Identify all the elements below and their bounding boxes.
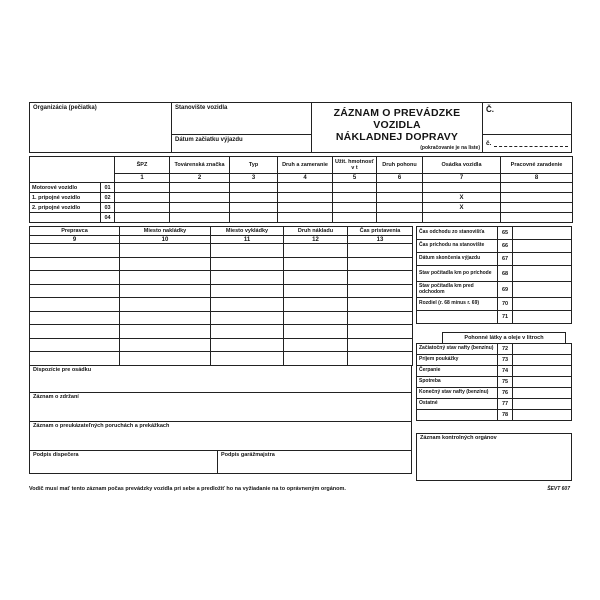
trip-row — [417, 266, 572, 282]
trip-row-value — [513, 311, 572, 324]
vehicle-row-trailer1 — [30, 193, 573, 203]
fuel-row-num: 76 — [498, 388, 513, 399]
fuel-row-label: Ostatné — [417, 399, 498, 410]
fuel-table — [416, 343, 572, 421]
col-num: 10 — [120, 236, 211, 244]
cargo-row — [30, 244, 413, 258]
col-num: 12 — [284, 236, 348, 244]
col-header-assignment: Pracovné zaradenie — [501, 157, 573, 174]
fuel-row-num: 72 — [498, 344, 513, 355]
breakdown-record-label: Záznam o preukázateľných poruchách a prekážkach — [33, 422, 170, 429]
fuel-row — [417, 344, 572, 355]
trip-row-value — [513, 240, 572, 253]
vehicle-station-label: Stanovište vozidla — [172, 103, 311, 135]
fuel-row-label: Príjem poukážky — [417, 355, 498, 366]
trip-row-num: 70 — [498, 298, 513, 311]
trip-summary-table — [416, 226, 572, 324]
fuel-row-num: 75 — [498, 377, 513, 388]
col-header-spz: ŠPZ — [115, 157, 170, 174]
dispositions-label: Dispozície pre osádku — [33, 366, 92, 373]
trip-row-value — [513, 282, 572, 298]
garage-master-signature-cell — [217, 450, 412, 474]
cargo-row — [30, 257, 413, 271]
col-header-loading-place: Miesto nakládky — [120, 227, 211, 236]
fuel-row — [417, 399, 572, 410]
fuel-row — [417, 388, 572, 399]
row-label: 2. prípojné vozidlo — [30, 203, 101, 213]
col-num: 3 — [230, 174, 278, 183]
breakdown-record-section — [29, 421, 412, 451]
trip-row-num: 68 — [498, 266, 513, 282]
col-header-fuel-type: Druh pohonu — [377, 157, 423, 174]
row-label: 1. prípojné vozidlo — [30, 193, 101, 203]
cargo-row — [30, 271, 413, 285]
fuel-row — [417, 355, 572, 366]
organization-label: Organizácia (pečiatka) — [33, 105, 97, 111]
col-num: 13 — [348, 236, 413, 244]
trip-start-date-label: Dátum začiatku výjazdu — [175, 137, 243, 143]
fuel-row-label: Konečný stav nafty (benzínu) — [417, 388, 498, 399]
trip-row-label: Rozdiel (r. 68 mínus r. 69) — [417, 298, 498, 311]
vehicle-table-corner — [30, 157, 115, 183]
cargo-row — [30, 352, 413, 366]
crew-cell-x: X — [423, 193, 501, 203]
cargo-row — [30, 284, 413, 298]
vehicle-row-trailer2 — [30, 203, 573, 213]
trip-row — [417, 298, 572, 311]
vehicle-row-motor — [30, 183, 573, 193]
trip-row-label — [417, 311, 498, 324]
col-num: 9 — [30, 236, 120, 244]
control-authorities-label: Záznam kontrolných orgánov — [420, 435, 497, 441]
form-number-label: Č. — [483, 103, 571, 135]
trip-row-value — [513, 298, 572, 311]
form-footer — [29, 486, 572, 492]
control-authorities-section — [416, 433, 572, 481]
cargo-table — [29, 226, 413, 366]
col-header-crew: Osádka vozidla — [423, 157, 501, 174]
form-title-box — [311, 102, 483, 153]
row-num: 02 — [101, 193, 115, 203]
trip-row-num: 65 — [498, 227, 513, 240]
fuel-row-value — [513, 399, 572, 410]
fuel-panel-title: Pohonné látky a oleje v litroch — [442, 332, 566, 344]
delay-record-section — [29, 392, 412, 422]
trip-row-label: Stav počítadla km po príchode — [417, 266, 498, 282]
col-num: 5 — [333, 174, 377, 183]
fuel-row-label: Čerpanie — [417, 366, 498, 377]
fuel-row-num: 78 — [498, 410, 513, 421]
col-num: 2 — [170, 174, 230, 183]
driver-note: Vodič musí mať tento záznam počas prevádzky vozidla pri sebe a predložiť ho na vyžiadanie na to oprávneným orgánom. — [29, 486, 346, 492]
form-number-box — [482, 102, 572, 153]
dispatcher-signature-cell — [29, 450, 218, 474]
cargo-row — [30, 311, 413, 325]
fuel-row-value — [513, 377, 572, 388]
cargo-row — [30, 338, 413, 352]
col-num: 6 — [377, 174, 423, 183]
trip-row-value — [513, 253, 572, 266]
col-num: 8 — [501, 174, 573, 183]
dispatcher-signature-label: Podpis dispečera — [33, 451, 79, 458]
row-label — [30, 213, 101, 223]
fuel-row-value — [513, 410, 572, 421]
trip-row-label: Čas príchodu na stanovište — [417, 240, 498, 253]
trip-row-value — [513, 227, 572, 240]
trip-row — [417, 227, 572, 240]
cargo-row — [30, 298, 413, 312]
col-header-unloading-place: Miesto vykládky — [211, 227, 284, 236]
trip-row-label: Dátum skončenia výjazdu — [417, 253, 498, 266]
fuel-row-label: Začiatočný stav nafty (benzínu) — [417, 344, 498, 355]
col-num: 4 — [278, 174, 333, 183]
col-header-brand: Továrenská značka — [170, 157, 230, 174]
trip-row — [417, 240, 572, 253]
col-header-type: Typ — [230, 157, 278, 174]
row-num: 01 — [101, 183, 115, 193]
form-header — [29, 102, 572, 153]
trip-row — [417, 311, 572, 324]
left-column — [29, 226, 412, 474]
vehicle-table — [29, 156, 573, 223]
crew-cell-x: X — [423, 203, 501, 213]
delay-record-label: Záznam o zdržaní — [33, 393, 79, 400]
row-num: 04 — [101, 213, 115, 223]
fuel-row-value — [513, 366, 572, 377]
trip-row-num: 67 — [498, 253, 513, 266]
form-title-note: (pokračovanie je na liste) — [420, 145, 480, 151]
vehicle-operation-record-form — [29, 102, 572, 492]
form-code: ŠEVT 607 — [547, 486, 570, 492]
dispositions-section — [29, 365, 412, 393]
signature-row — [29, 450, 412, 474]
organization-stamp-box — [29, 102, 172, 153]
fuel-row-value — [513, 355, 572, 366]
form-number-line-label: č. — [486, 140, 492, 147]
station-box — [171, 102, 312, 153]
fuel-row-num: 73 — [498, 355, 513, 366]
trip-row-num: 71 — [498, 311, 513, 324]
col-num: 7 — [423, 174, 501, 183]
fuel-row — [417, 377, 572, 388]
crew-cell — [423, 183, 501, 193]
fuel-row-label — [417, 410, 498, 421]
trip-row-num: 69 — [498, 282, 513, 298]
col-num: 11 — [211, 236, 284, 244]
col-header-arrival-time: Čas pristavenia — [348, 227, 413, 236]
trip-row-num: 66 — [498, 240, 513, 253]
trip-row-label: Čas odchodu zo stanovišťa — [417, 227, 498, 240]
fuel-row — [417, 366, 572, 377]
row-label: Motorové vozidlo — [30, 183, 101, 193]
fuel-row-value — [513, 344, 572, 355]
form-number-line — [483, 135, 571, 152]
fuel-row-label: Spotreba — [417, 377, 498, 388]
trip-row-value — [513, 266, 572, 282]
form-title-line2: NÁKLADNEJ DOPRAVY — [335, 131, 459, 144]
trip-row — [417, 282, 572, 298]
col-header-cargo-type: Druh nákladu — [284, 227, 348, 236]
col-num: 1 — [115, 174, 170, 183]
fuel-row — [417, 410, 572, 421]
row-num: 03 — [101, 203, 115, 213]
right-column — [416, 226, 572, 481]
col-header-kind: Druh a zameranie — [278, 157, 333, 174]
col-header-shipper: Prepravca — [30, 227, 120, 236]
form-title-line1: ZÁZNAM O PREVÁDZKE VOZIDLA — [333, 106, 461, 131]
trip-row — [417, 253, 572, 266]
cargo-row — [30, 325, 413, 339]
fuel-row-value — [513, 388, 572, 399]
fuel-row-num: 77 — [498, 399, 513, 410]
vehicle-row-blank — [30, 213, 573, 223]
fuel-row-num: 74 — [498, 366, 513, 377]
trip-row-label: Stav počítadla km pred odchodom — [417, 282, 498, 298]
col-header-payload: Užit. hmotnosť v t — [333, 157, 377, 174]
garage-master-signature-label: Podpis garážmajstra — [221, 451, 275, 458]
cargo-table-number-row — [30, 236, 413, 244]
form-number-fill-line — [494, 140, 568, 147]
crew-cell — [423, 213, 501, 223]
